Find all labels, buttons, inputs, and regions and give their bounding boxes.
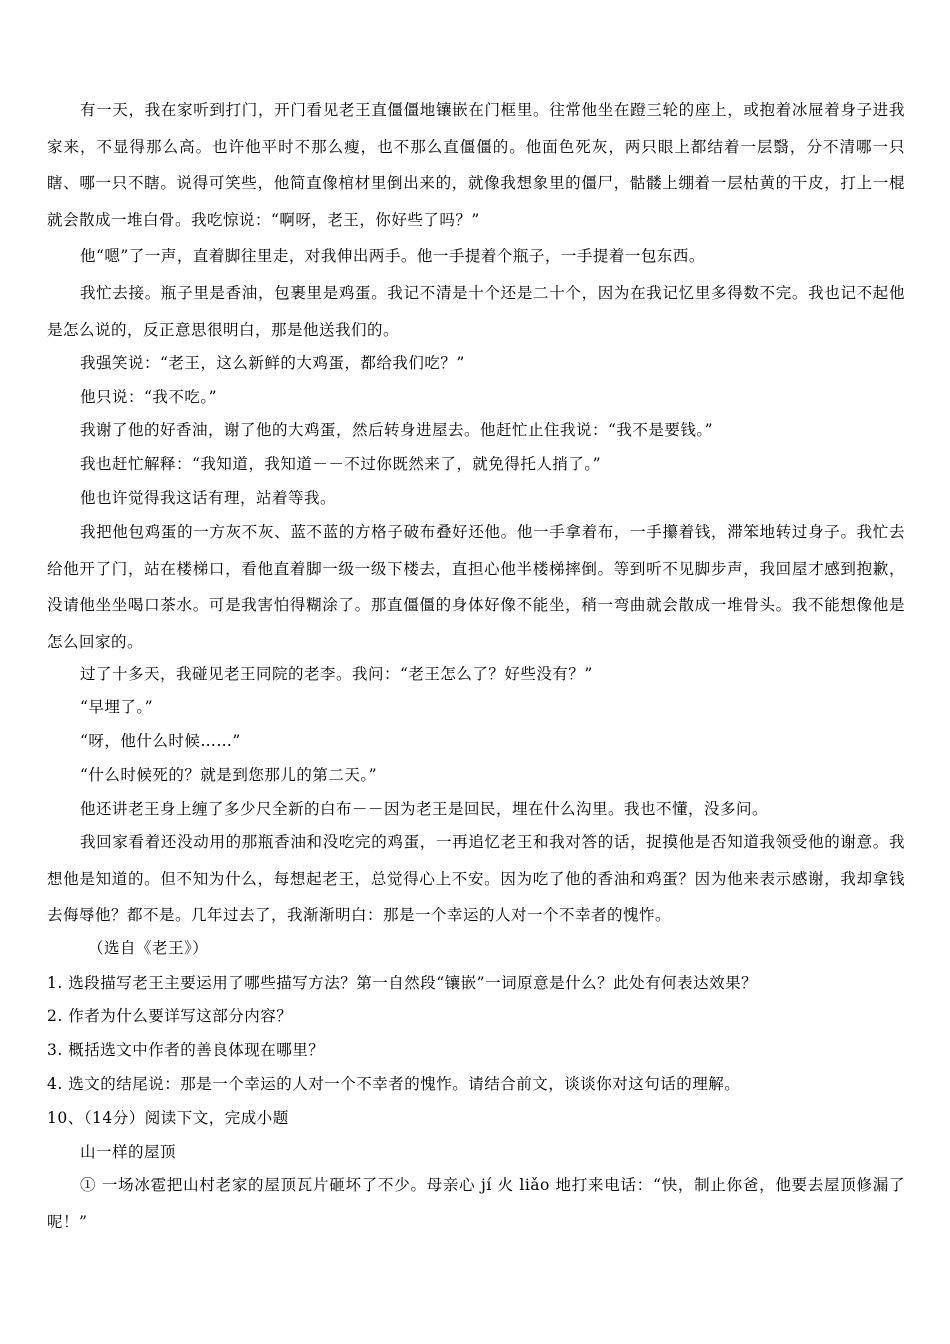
passage-paragraph-10: 过了十多天，我碰见老王同院的老李。我问：“老王怎么了？好些没有？” (80, 665, 593, 683)
article-title: 山一样的屋顶 (80, 1143, 177, 1161)
passage-paragraph-6: 我谢了他的好香油，谢了他的大鸡蛋，然后转身进屋去。他赶忙止住我说：“我不是要钱。” (80, 421, 714, 439)
question-2: 2. 作者为什么要详写这部分内容？ (47, 1007, 293, 1025)
passage-paragraph-14: 他还讲老王身上缠了多少尺全新的白布－－因为老王是回民，埋在什么沟里。我也不懂，没多问。 (80, 800, 769, 818)
passage-paragraph-1: 有一天，我在家听到打门，开门看见老王直僵僵地镶嵌在门框里。往常他坐在蹬三轮的座上，或抱着冰屉着身子进我家来，不显得那么高。也许他平时不那么瘦，也不那么直僵僵的。他面色死灰，两只眼上都结着一层翳，分不清哪一只瞎、哪一只不瞎。说得可笑些，他简直像棺材里倒出来的，就像我想象里的僵尸，骷髅上绷着一层枯黄的干皮，打上一棍就会散成一堆白骨。我吃惊说：“啊呀，老王，你好些了吗？” (47, 101, 905, 229)
passage-paragraph-2: 他“嗯”了一声，直着脚往里走，对我伸出两手。他一手提着个瓶子，一手提着一包东西。 (80, 247, 705, 265)
passage-paragraph-13: “什么时候死的？就是到您那儿的第二天。” (80, 766, 378, 784)
passage-paragraph-7: 我也赶忙解释：“我知道，我知道－－不过你既然来了，就免得托人捎了。” (80, 455, 602, 473)
question-1: 1. 选段描写老王主要运用了哪些描写方法？第一自然段“镶嵌”一词原意是什么？此处有何表达效果？ (47, 974, 758, 992)
question-4: 4. 选文的结尾说：那是一个幸运的人对一个不幸者的愧怍。请结合前文，谈谈你对这句话的理解。 (47, 1075, 741, 1093)
article-paragraph-1: ① 一场冰雹把山村老家的屋顶瓦片砸坏了不少。母亲心 jí 火 liǎo 地打来电话：“快，制止你爸，他要去屋顶修漏了呢！” (47, 1176, 905, 1231)
passage-paragraph-9: 我把他包鸡蛋的一方灰不灰、蓝不蓝的方格子破布叠好还他。他一手拿着布，一手攥着钱，滞笨地转过身子。我忙去给他开了门，站在楼梯口，看他直着脚一级一级下楼去，直担心他半楼梯摔倒。等到听不见脚步声，我回屋才感到抱歉，没请他坐坐喝口茶水。可是我害怕得糊涂了。那直僵僵的身体好像不能坐，稍一弯曲就会散成一堆骨头。我不能想像他是怎么回家的。 (47, 523, 905, 651)
passage-paragraph-15: 我回家看着还没动用的那瓶香油和没吃完的鸡蛋，一再追忆老王和我对答的话，捉摸他是否知道我领受他的谢意。我想他是知道的。但不知为什么，每想起老王，总觉得心上不安。因为吃了他的香油和鸡蛋？因为他来表示感谢，我却拿钱去侮辱他？都不是。几年过去了，我渐渐明白：那是一个幸运的人对一个不幸者的愧怍。 (47, 833, 905, 924)
passage-paragraph-11: “早埋了。” (80, 698, 154, 716)
passage-paragraph-4: 我强笑说：“老王，这么新鲜的大鸡蛋，都给我们吃？” (80, 354, 465, 372)
question-3: 3. 概括选文中作者的善良体现在哪里？ (47, 1041, 325, 1059)
passage-paragraph-5: 他只说：“我不吃。” (80, 388, 218, 406)
passage-paragraph-12: “呀，他什么时候……” (80, 732, 241, 750)
passage-paragraph-3: 我忙去接。瓶子里是香油，包裹里是鸡蛋。我记不清是十个还是二十个，因为在我记忆里多得数不完。我也记不起他是怎么说的，反正意思很明白，那是他送我们的。 (47, 284, 905, 339)
passage-source: （选自《老王》） (88, 939, 209, 957)
passage-paragraph-8: 他也许觉得我这话有理，站着等我。 (80, 489, 337, 507)
section-header: 10、（14分）阅读下文，完成小题 (47, 1109, 289, 1127)
